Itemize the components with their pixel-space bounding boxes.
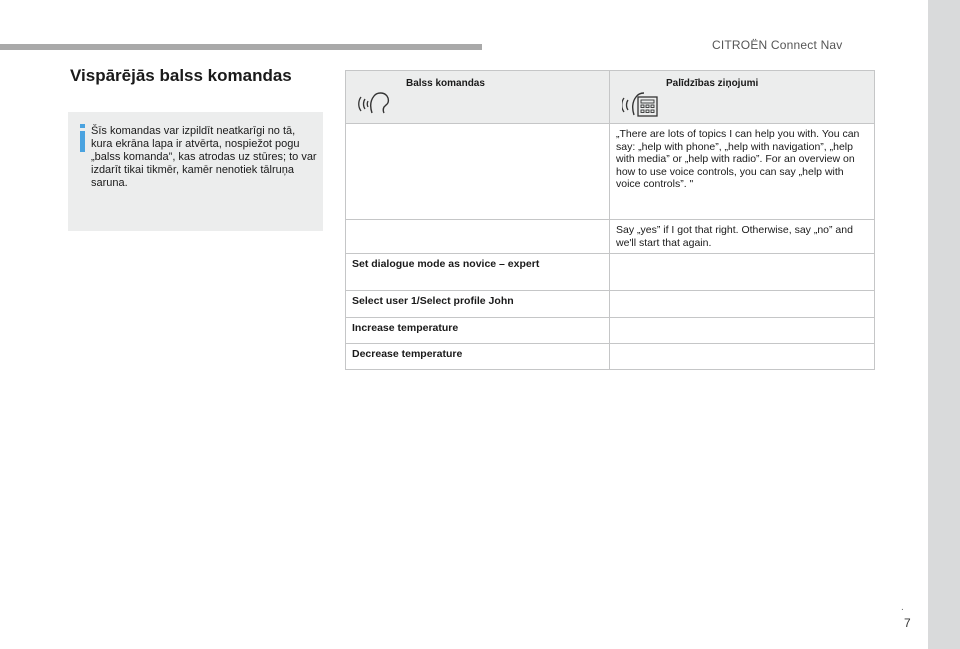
command-cell: Decrease temperature: [346, 344, 610, 370]
table-row: [346, 124, 875, 220]
command-cell: Set dialogue mode as novice – expert: [346, 254, 610, 291]
help-cell: [610, 344, 875, 370]
info-text: Šīs komandas var izpildīt neatkarīgi no tā, kura ekrāna lapa ir atvērta, nospiežot pogu „balss komanda”, kas atrodas uz stūres; to var izdarīt tikai tikmēr, kamēr nenotiek tālruņa saruna.: [91, 125, 317, 189]
help-cell: [610, 318, 875, 344]
help-cell: [610, 254, 875, 291]
table-row: [346, 220, 875, 254]
table-row: [346, 318, 875, 344]
brand-label: CITROËN Connect Nav: [712, 38, 843, 52]
header-help: [610, 71, 875, 124]
header-help-label: Palīdzības ziņojumi: [666, 78, 759, 89]
help-cell: [610, 291, 875, 318]
command-cell: [346, 124, 610, 220]
command-cell: Increase temperature: [346, 318, 610, 344]
table-row: [346, 344, 875, 370]
page-number: 7: [904, 616, 911, 630]
voice-command-icon: [358, 85, 392, 115]
command-cell: [346, 220, 610, 254]
section-title: Vispārējās balss komandas: [70, 66, 292, 85]
command-cell: Select user 1/Select profile John: [346, 291, 610, 318]
page-dot: .: [901, 602, 904, 613]
help-message-icon: [622, 85, 658, 117]
table-header-row: [346, 71, 875, 124]
side-strip: [928, 0, 960, 649]
header-bar: [0, 44, 482, 50]
voice-commands-table: [345, 70, 875, 370]
help-cell: „There are lots of topics I can help you with. You can say: „help with phone”, „help with navigation”, „help with media” or „help with radio”. For an overview on how to use voice controls, you can say „help with voice controls”. ": [610, 124, 875, 220]
header-commands: [346, 71, 610, 124]
header-commands-label: Balss komandas: [406, 78, 485, 89]
table-row: [346, 291, 875, 318]
help-cell: Say „yes” if I got that right. Otherwise, say „no” and we'll start that again.: [610, 220, 875, 254]
table-row: [346, 254, 875, 291]
info-icon: [80, 124, 85, 152]
info-box: [68, 112, 323, 231]
